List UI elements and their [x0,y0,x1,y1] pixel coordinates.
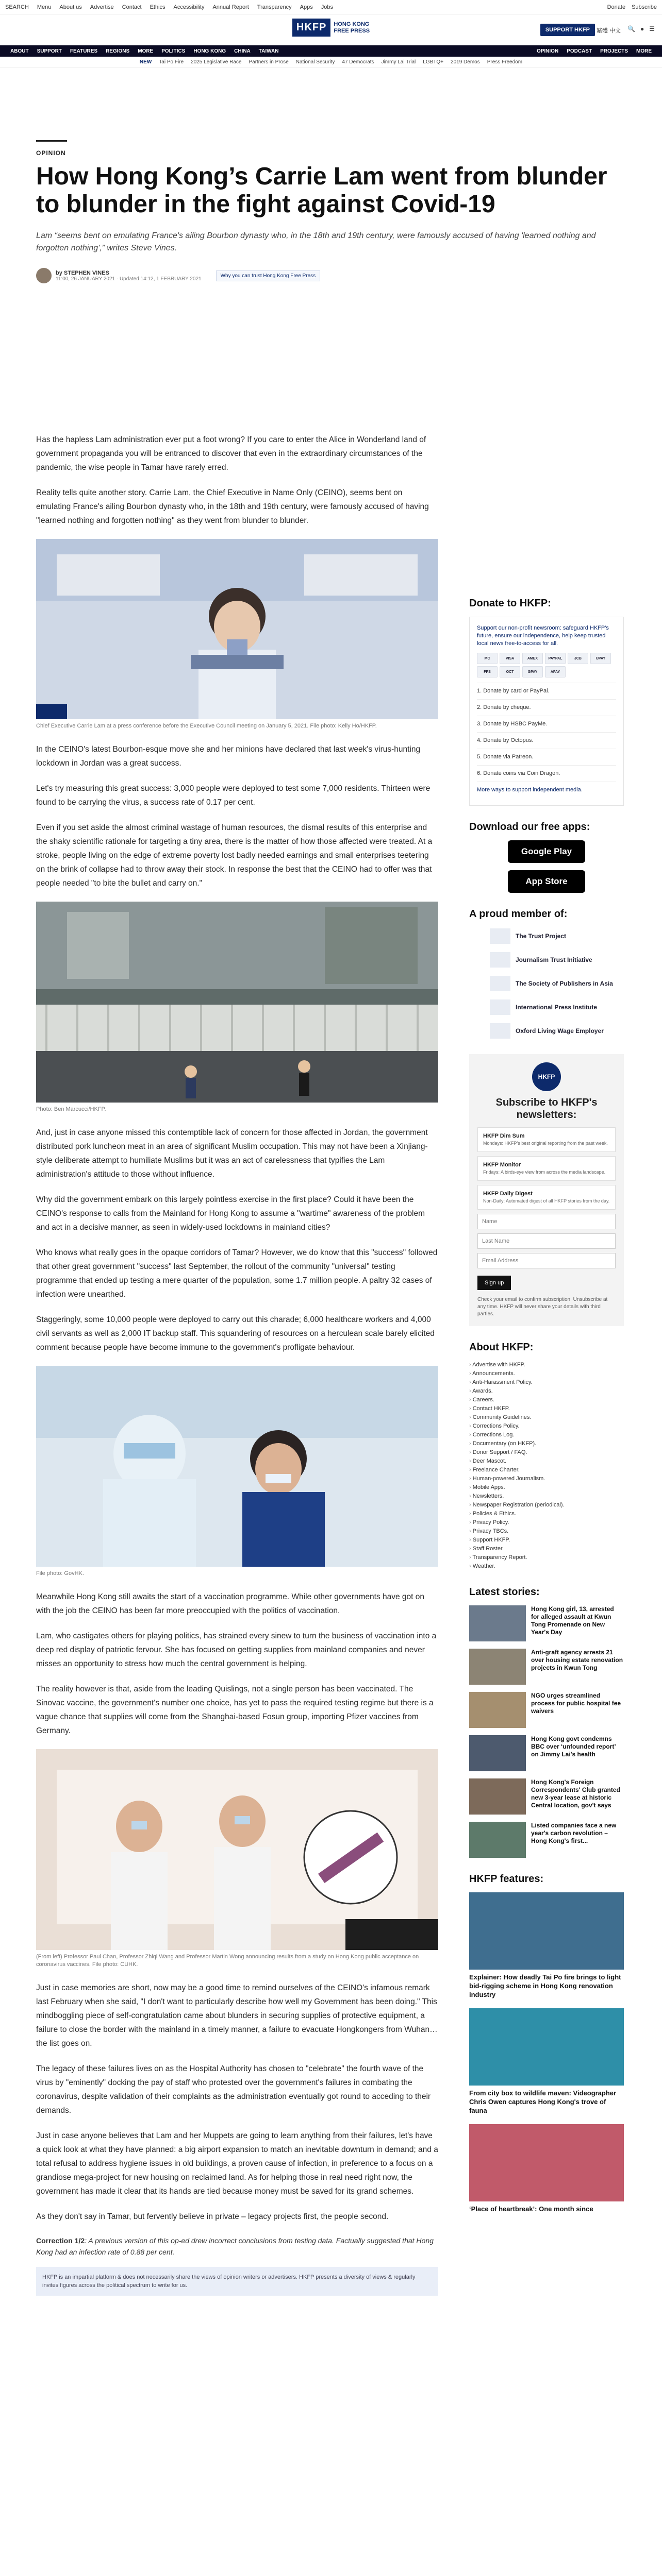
donate-option[interactable]: 5. Donate via Patreon. [477,749,616,765]
payment-icon: JCB [568,653,588,664]
first-name-field[interactable]: Name [477,1214,616,1229]
util-subscribe[interactable]: Subscribe [632,4,657,10]
about-title: About HKFP: [469,1342,534,1353]
nav-opinion[interactable]: OPINION [536,48,559,54]
member-logo[interactable] [490,928,624,944]
member-name: The Society of Publishers in Asia [516,980,613,987]
article-photo-jordan-lockdown [36,902,438,1103]
newsletter-box [469,1054,624,1326]
about-link[interactable]: › Weather. [469,1562,624,1571]
about-link[interactable]: › Support HKFP. [469,1536,624,1545]
press-conference-illustration [36,539,438,719]
story-title: NGO urges streamlined process for public hospital fee waivers [531,1692,621,1715]
about-link[interactable]: › Careers. [469,1396,624,1404]
donate-box [469,617,624,806]
article-photo-testing [36,1366,438,1567]
article-headline: How Hong Kong’s Carrie Lam went from blunder to blunder in the fight against Covid-19 [36,163,607,218]
about-link[interactable]: › Policies & Ethics. [469,1510,624,1518]
author-name[interactable]: by STEPHEN VINES [56,269,109,276]
util-accessibility[interactable]: Accessibility [173,4,205,10]
paragraph: Just in case memories are short, now may be a good time to remind ourselves of the CEINO's infamous remark last February when she said, "I don't want to particularly describe how well my Government has been doing." This mindboggling piece of self-congratulation came about blunders in securing supplies of protective equipment, a failure to close the border with the mainland in a timely manner, a failure to evacuate Hongkongers from Wuhan… the list goes on. [36,1984,438,2048]
payment-icon: APAY [545,666,566,677]
about-link[interactable]: › Donor Support / FAQ. [469,1448,624,1457]
member-mark [490,999,510,1015]
app-store-button[interactable]: App Store [508,870,585,893]
nav-projects[interactable]: PROJECTS [600,48,628,54]
latest-story[interactable] [469,1605,624,1641]
member-logo[interactable] [490,999,624,1015]
vaccine-study-illustration [36,1749,438,1950]
member-mark [490,952,510,968]
logo-line2: FREE PRESS [334,27,370,34]
paragraph: In the CEINO's latest Bourbon-esque move she and her minions have declared that last week's virus-hunting lockdown in Jordan was a great success. [36,745,421,768]
payment-icon: MC [477,653,498,664]
logo-wordmark [334,21,370,35]
nav-more[interactable]: MORE [138,48,154,54]
about-link[interactable]: › Corrections Policy. [469,1422,624,1431]
util-search[interactable]: SEARCH [5,4,29,10]
main-nav [0,45,662,57]
paragraph: The reality however is that, aside from the leading Quislings, not a single person has been vaccinated. The Sinovac vaccine, the government's number one choice, has yet to pass the required testing regime but there is a vague chance that supplies will come from the Shanghai-based Fosun group, importing Pfizer vaccines from Germany. [36,1685,434,1735]
member-name: International Press Institute [516,1004,598,1011]
signup-button[interactable]: Sign up [477,1276,511,1290]
google-play-button[interactable]: Google Play [508,840,585,863]
payment-methods [477,653,616,677]
member-logo[interactable] [490,1023,624,1039]
story-title: Listed companies face a new year's carbon revolution – Hong Kong's first... [531,1822,617,1844]
about-link[interactable]: › Corrections Log. [469,1431,624,1439]
photo-caption: Chief Executive Carrie Lam at a press conference before the Executive Council meeting on January 5, 2021. File photo: Kelly Ho/HKFP. [36,723,377,729]
about-link[interactable]: › Newspaper Registration (periodical). [469,1501,624,1510]
new-badge: NEW [139,59,152,65]
story-thumbnail [469,1692,526,1728]
utility-bar [0,0,662,14]
latest-story[interactable] [469,1649,624,1685]
correction-text: : A previous version of this op-ed drew incorrect conclusions from testing data. Factually suggested that Hong Kong had an infection rate of 0.88 per cent. [36,2236,434,2256]
story-title: Hong Kong govt condemns BBC over ‘unfounded report’ on Jimmy Lai's health [531,1735,616,1758]
payment-icon: GPAY [522,666,543,677]
newsletter-name: HKFP Monitor [483,1162,521,1168]
nav-taiwan[interactable]: TAIWAN [258,48,279,54]
story-thumbnail [469,1778,526,1815]
menu-icon[interactable]: ☰ [649,25,655,32]
member-logo[interactable] [490,952,624,968]
about-link[interactable]: › Privacy Policy. [469,1518,624,1527]
paragraph: Reality tells quite another story. Carrie Lam, the Chief Executive in Name Only (CEINO), seems bent on emulating France's ailing Bourbon dynasty who, in the 18th and 19th century, were famously accused of having "learned nothing and forgotten nothing" as they went from blunder to blunder. [36,488,429,525]
topic-link[interactable]: 2025 Legislative Race [191,59,242,65]
about-link[interactable]: › Documentary (on HKFP). [469,1439,624,1448]
logo-mark: HKFP [292,19,330,37]
article-body [36,433,438,2296]
donate-option[interactable]: 2. Donate by cheque. [477,699,616,716]
story-thumbnail [469,1649,526,1685]
about-links [469,1361,624,1571]
member-mark [490,928,510,944]
correction-note [36,2235,438,2258]
latest-story[interactable] [469,1778,624,1815]
donate-option[interactable]: 4. Donate by Octopus. [477,732,616,749]
util-about[interactable]: About us [59,4,82,10]
about-link[interactable]: › Transparency Report. [469,1553,624,1562]
paragraph: As they don't say in Tamar, but fervently believe in private – legacy projects first, the people second. [36,2212,389,2221]
member-title: A proud member of: [469,908,568,920]
nav-hong-kong[interactable]: HONG KONG [193,48,226,54]
util-advertise[interactable]: Advertise [90,4,114,10]
paragraph: Why did the government embark on this largely pointless exercise in the first place? Could it have been the CEINO's response to calls from the Mainland for Hong Kong to assume a "wartime" awareness of the problem and act in a decisive manner, as seen in widely-used lockdowns in mainland cities? [36,1195,425,1232]
article-photo-vaccine-study [36,1749,438,1950]
topic-link[interactable]: Press Freedom [487,59,523,65]
nav-support[interactable]: SUPPORT [37,48,62,54]
newsletter-title: Subscribe to HKFP's newsletters: [495,1097,598,1121]
newsletter-desc: Fridays: A birds-eye view from across the media landscape. [483,1170,606,1175]
author-avatar [36,268,52,283]
photo-caption: Photo: Ben Marcucci/HKFP. [36,1106,106,1112]
util-contact[interactable]: Contact [122,4,142,10]
street-lockdown-illustration [36,902,438,1103]
about-link[interactable]: › Staff Roster. [469,1545,624,1553]
paragraph: Even if you set aside the almost criminal wastage of human resources, the dismal results of this enterprise and the shaky scientific rationale for targeting a tiny area, there is the matter of how those affected were treated. At a stroke, people living on the edge of extreme poverty lost badly needed earnings and small enterprises teetering on the brink of collapse had to throw away their stock. In response the best that the CEINO had to offer was that people needed "to bite the bullet and carry on." [36,823,433,888]
features-title: HKFP features: [469,1873,544,1885]
member-name: The Trust Project [516,933,567,940]
about-link[interactable]: › Community Guidelines. [469,1413,624,1422]
newsletter-name: HKFP Daily Digest [483,1191,533,1197]
donate-option[interactable]: 1. Donate by card or PayPal. [477,683,616,699]
util-jobs[interactable]: Jobs [321,4,333,10]
paragraph: Has the hapless Lam administration ever put a foot wrong? If you care to enter the Alice in Wonderland land of government propaganda you will be entranced to discover that even in the extraordinary circumstances of the pandemic, the wise people in Tamar have rarely erred. [36,435,426,472]
about-link[interactable]: › Deer Mascot. [469,1457,624,1466]
member-mark [490,976,510,991]
member-name: Journalism Trust Initiative [516,956,592,963]
story-title: Hong Kong's Foreign Correspondents' Club granted new 3-year lease at historic Central location, gov't says [531,1778,620,1809]
topic-link[interactable]: Partners in Prose [249,59,289,65]
feature-title: Explainer: How deadly Tai Po fire brings to light bid-rigging scheme in Hong Kong renovation industry [469,1973,621,1998]
masthead-icons [627,25,655,32]
account-icon[interactable]: ● [640,25,644,32]
newsletter-note: Check your email to confirm subscription. Unsubscribe at any time. HKFP will never share your details with third parties. [477,1297,608,1317]
nav-china[interactable]: CHINA [234,48,251,54]
donate-more-link[interactable]: More ways to support independent media. [477,782,616,798]
feature-story[interactable] [469,2124,624,2213]
feature-story[interactable] [469,1892,624,1999]
about-link[interactable]: › Freelance Charter. [469,1466,624,1475]
trust-link[interactable]: Why you can trust Hong Kong Free Press [216,270,321,281]
site-logo[interactable] [292,19,370,37]
covid-testing-illustration [36,1366,438,1567]
article-header [36,149,629,283]
util-donate[interactable]: Donate [607,4,626,10]
topic-link[interactable]: Tai Po Fire [159,59,184,65]
byline [36,268,629,283]
sidebar [469,598,624,2223]
member-mark [490,1023,510,1039]
logo-line1: HONG KONG [334,21,370,27]
newsletter-option[interactable] [477,1185,616,1210]
newsletter-desc: Non-Daily: Automated digest of all HKFP stories from the day. [483,1198,610,1204]
publish-dates: 11:00, 26 JANUARY 2021 · Updated 14:12, 1 FEBRUARY 2021 [56,276,202,282]
hkfp-badge: HKFP [532,1062,561,1091]
search-icon[interactable]: 🔍 [627,25,635,32]
correction-label: Correction 1/2 [36,2236,85,2245]
paragraph: Who knows what really goes in the opaque corridors of Tamar? However, we do know that this "success" followed that other great government "success" last September, the rollout of the community "universal" testing programme that ended up testing a mere quarter of the population, some 1.7 million people. A paltry 32 cases of infection were unearthed. [36,1248,438,1299]
paragraph: Staggeringly, some 10,000 people were deployed to carry out this charade; 6,000 healthcare workers and 4,000 civil servants as well as 2,000 IT backup staff. This squandering of resources on a herculean scale barely elicited comment because people have become immune to the government's profligate behaviour. [36,1315,435,1352]
util-transparency[interactable]: Transparency [257,4,292,10]
member-logos [469,928,624,1039]
newsletter-name: HKFP Dim Sum [483,1133,525,1139]
member-name: Oxford Living Wage Employer [516,1027,604,1035]
story-title: Hong Kong girl, 13, arrested for alleged assault at Kwun Tong Promenade on New Year's Day [531,1605,614,1636]
nav-features[interactable]: FEATURES [70,48,98,54]
latest-stories [469,1605,624,1858]
newsletter-option[interactable] [477,1156,616,1181]
apps-title: Download our free apps: [469,821,590,833]
article-standfirst: Lam “seems bent on emulating France's ailing Bourbon dynasty who, in the 18th and 19th century, were famously accused of having 'learned nothing and forgotten nothing',” writes Steve Vines. [36,231,596,252]
nav-regions[interactable]: REGIONS [106,48,130,54]
support-hkfp-button[interactable]: SUPPORT HKFP [540,24,595,36]
about-link[interactable]: › Awards. [469,1387,624,1396]
latest-title: Latest stories: [469,1586,540,1598]
nav-about[interactable]: ABOUT [10,48,29,54]
about-link[interactable]: › Advertise with HKFP. [469,1361,624,1369]
util-menu[interactable]: Menu [37,4,52,10]
email-field[interactable]: Email Address [477,1253,616,1268]
nav-podcast[interactable]: PODCAST [567,48,592,54]
article-photo-carrie-lam [36,539,438,719]
section-kicker[interactable]: OPINION [36,149,66,157]
feature-title: ‘Place of heartbreak’: One month since [469,2205,593,2213]
member-logo[interactable] [490,976,624,991]
latest-story[interactable] [469,1822,624,1858]
story-thumbnail [469,1735,526,1771]
paragraph: The legacy of these failures lives on as the Hospital Authority has chosen to "celebrate" the fourth wave of the virus by "eminently" docking the pay of staff who protested over the government's failures in combating the coronavirus, despite validation of their complaints as the administration eventually got round to acceding to their demands. [36,2064,431,2115]
story-thumbnail [469,1822,526,1858]
nav-more-right[interactable]: MORE [636,48,652,54]
last-name-field[interactable]: Last Name [477,1233,616,1249]
payment-icon: VISA [500,653,520,664]
story-thumbnail [469,1605,526,1641]
donate-option[interactable]: 6. Donate coins via Coin Dragon. [477,765,616,782]
util-apps[interactable]: Apps [300,4,313,10]
masthead [0,14,662,45]
feature-thumbnail [469,2008,624,2086]
paragraph: Let's try measuring this great success: 3,000 people were deployed to test some 7,000 residents. Thirteen were found to be carrying the virus, a success rate of 0.17 per cent. [36,784,431,807]
latest-story[interactable] [469,1692,624,1728]
latest-story[interactable] [469,1735,624,1771]
paragraph: Lam, who castigates others for playing politics, has strained every sinew to turn the business of vaccination into a deep red display of patriotic fervour. She has focused on getting supplies from mainland companies and never misses an opportunity to stress how much the central government is helping. [36,1632,437,1668]
util-annual-report[interactable]: Annual Report [212,4,249,10]
topic-link[interactable]: 47 Democrats [342,59,374,65]
paragraph: Meanwhile Hong Kong still awaits the start of a vaccination programme. While other governments have got on with the job the CEINO has been far more preoccupied with the politics of vaccination. [36,1592,424,1615]
about-link[interactable]: › Privacy TBCs. [469,1527,624,1536]
topic-link[interactable]: National Security [295,59,335,65]
about-link[interactable]: › Anti-Harassment Policy. [469,1378,624,1387]
paragraph: And, just in case anyone missed this contemptible lack of concern for those affected in Jordan, the government distributed pork luncheon meat in an area of significant Muslim occupation. This may not have been a Xinjiang-style deliberate attempt to humiliate Muslims but it was an act of carelessness that typifies the Lam administration's attitude to those without influence. [36,1128,428,1179]
feature-thumbnail [469,1892,624,1970]
donate-option[interactable]: 3. Donate by HSBC PayMe. [477,716,616,732]
photo-caption: File photo: GovHK. [36,1570,84,1577]
topic-link[interactable]: 2019 Demos [451,59,480,65]
topics-bar [0,57,662,68]
payment-icon: FPS [477,666,498,677]
newsletter-desc: Mondays: HKFP's best original reporting from the past week. [483,1141,608,1146]
opinion-disclaimer: HKFP is an impartial platform & does not necessarily share the views of opinion writers or advertisers. HKFP presents a diversity of views & regularly invites figures across the political spectrum to write for us. [36,2267,438,2296]
language-switch[interactable]: 繁體 中文 [596,28,621,34]
nav-politics[interactable]: POLITICS [161,48,186,54]
about-link[interactable]: › Contact HKFP. [469,1404,624,1413]
paragraph: Just in case anyone believes that Lam and her Muppets are going to learn anything from their failures, let's have a quick look at what they have planned: a big airport expansion to match an inevitable downturn in demand; and a total refusal to address hygiene issues in old buildings, a proven cause of infection, in preference to a focus on a grandiose mega-project for new housing on reclaimed land. As for helping those in real need right now, the government has made it clear that its hands are tied because money must be saved for its grand schemes. [36,2131,438,2196]
kicker-rule [36,140,67,142]
about-link[interactable]: › Mobile Apps. [469,1483,624,1492]
topic-link[interactable]: LGBTQ+ [423,59,444,65]
about-link[interactable]: › Newsletters. [469,1492,624,1501]
util-ethics[interactable]: Ethics [150,4,166,10]
newsletter-option[interactable] [477,1127,616,1152]
payment-icon: OCT [500,666,520,677]
payment-icon: PAYPAL [545,653,566,664]
donate-title: Donate to HKFP: [469,598,551,609]
topic-link[interactable]: Jimmy Lai Trial [381,59,416,65]
about-link[interactable]: › Announcements. [469,1369,624,1378]
about-link[interactable]: › Human-powered Journalism. [469,1475,624,1483]
story-title: Anti-graft agency arrests 21 over housing estate renovation projects in Kwun Tong [531,1649,623,1671]
payment-icon: UPAY [590,653,611,664]
photo-caption: (From left) Professor Paul Chan, Professor Zhiqi Wang and Professor Martin Wong announcing results from a study on Hong Kong public acceptance on coronavirus vaccines. File photo: CUHK. [36,1954,419,1968]
payment-icon: AMEX [522,653,543,664]
feature-thumbnail [469,2124,624,2201]
feature-title: From city box to wildlife maven: Videographer Chris Owen captures Hong Kong's trove of fauna [469,2089,617,2114]
feature-story[interactable] [469,2008,624,2115]
donate-intro[interactable]: Support our non-profit newsroom: safeguard HKFP's future, ensure our independence, help keep trusted local news free-to-access for all. [477,625,609,647]
